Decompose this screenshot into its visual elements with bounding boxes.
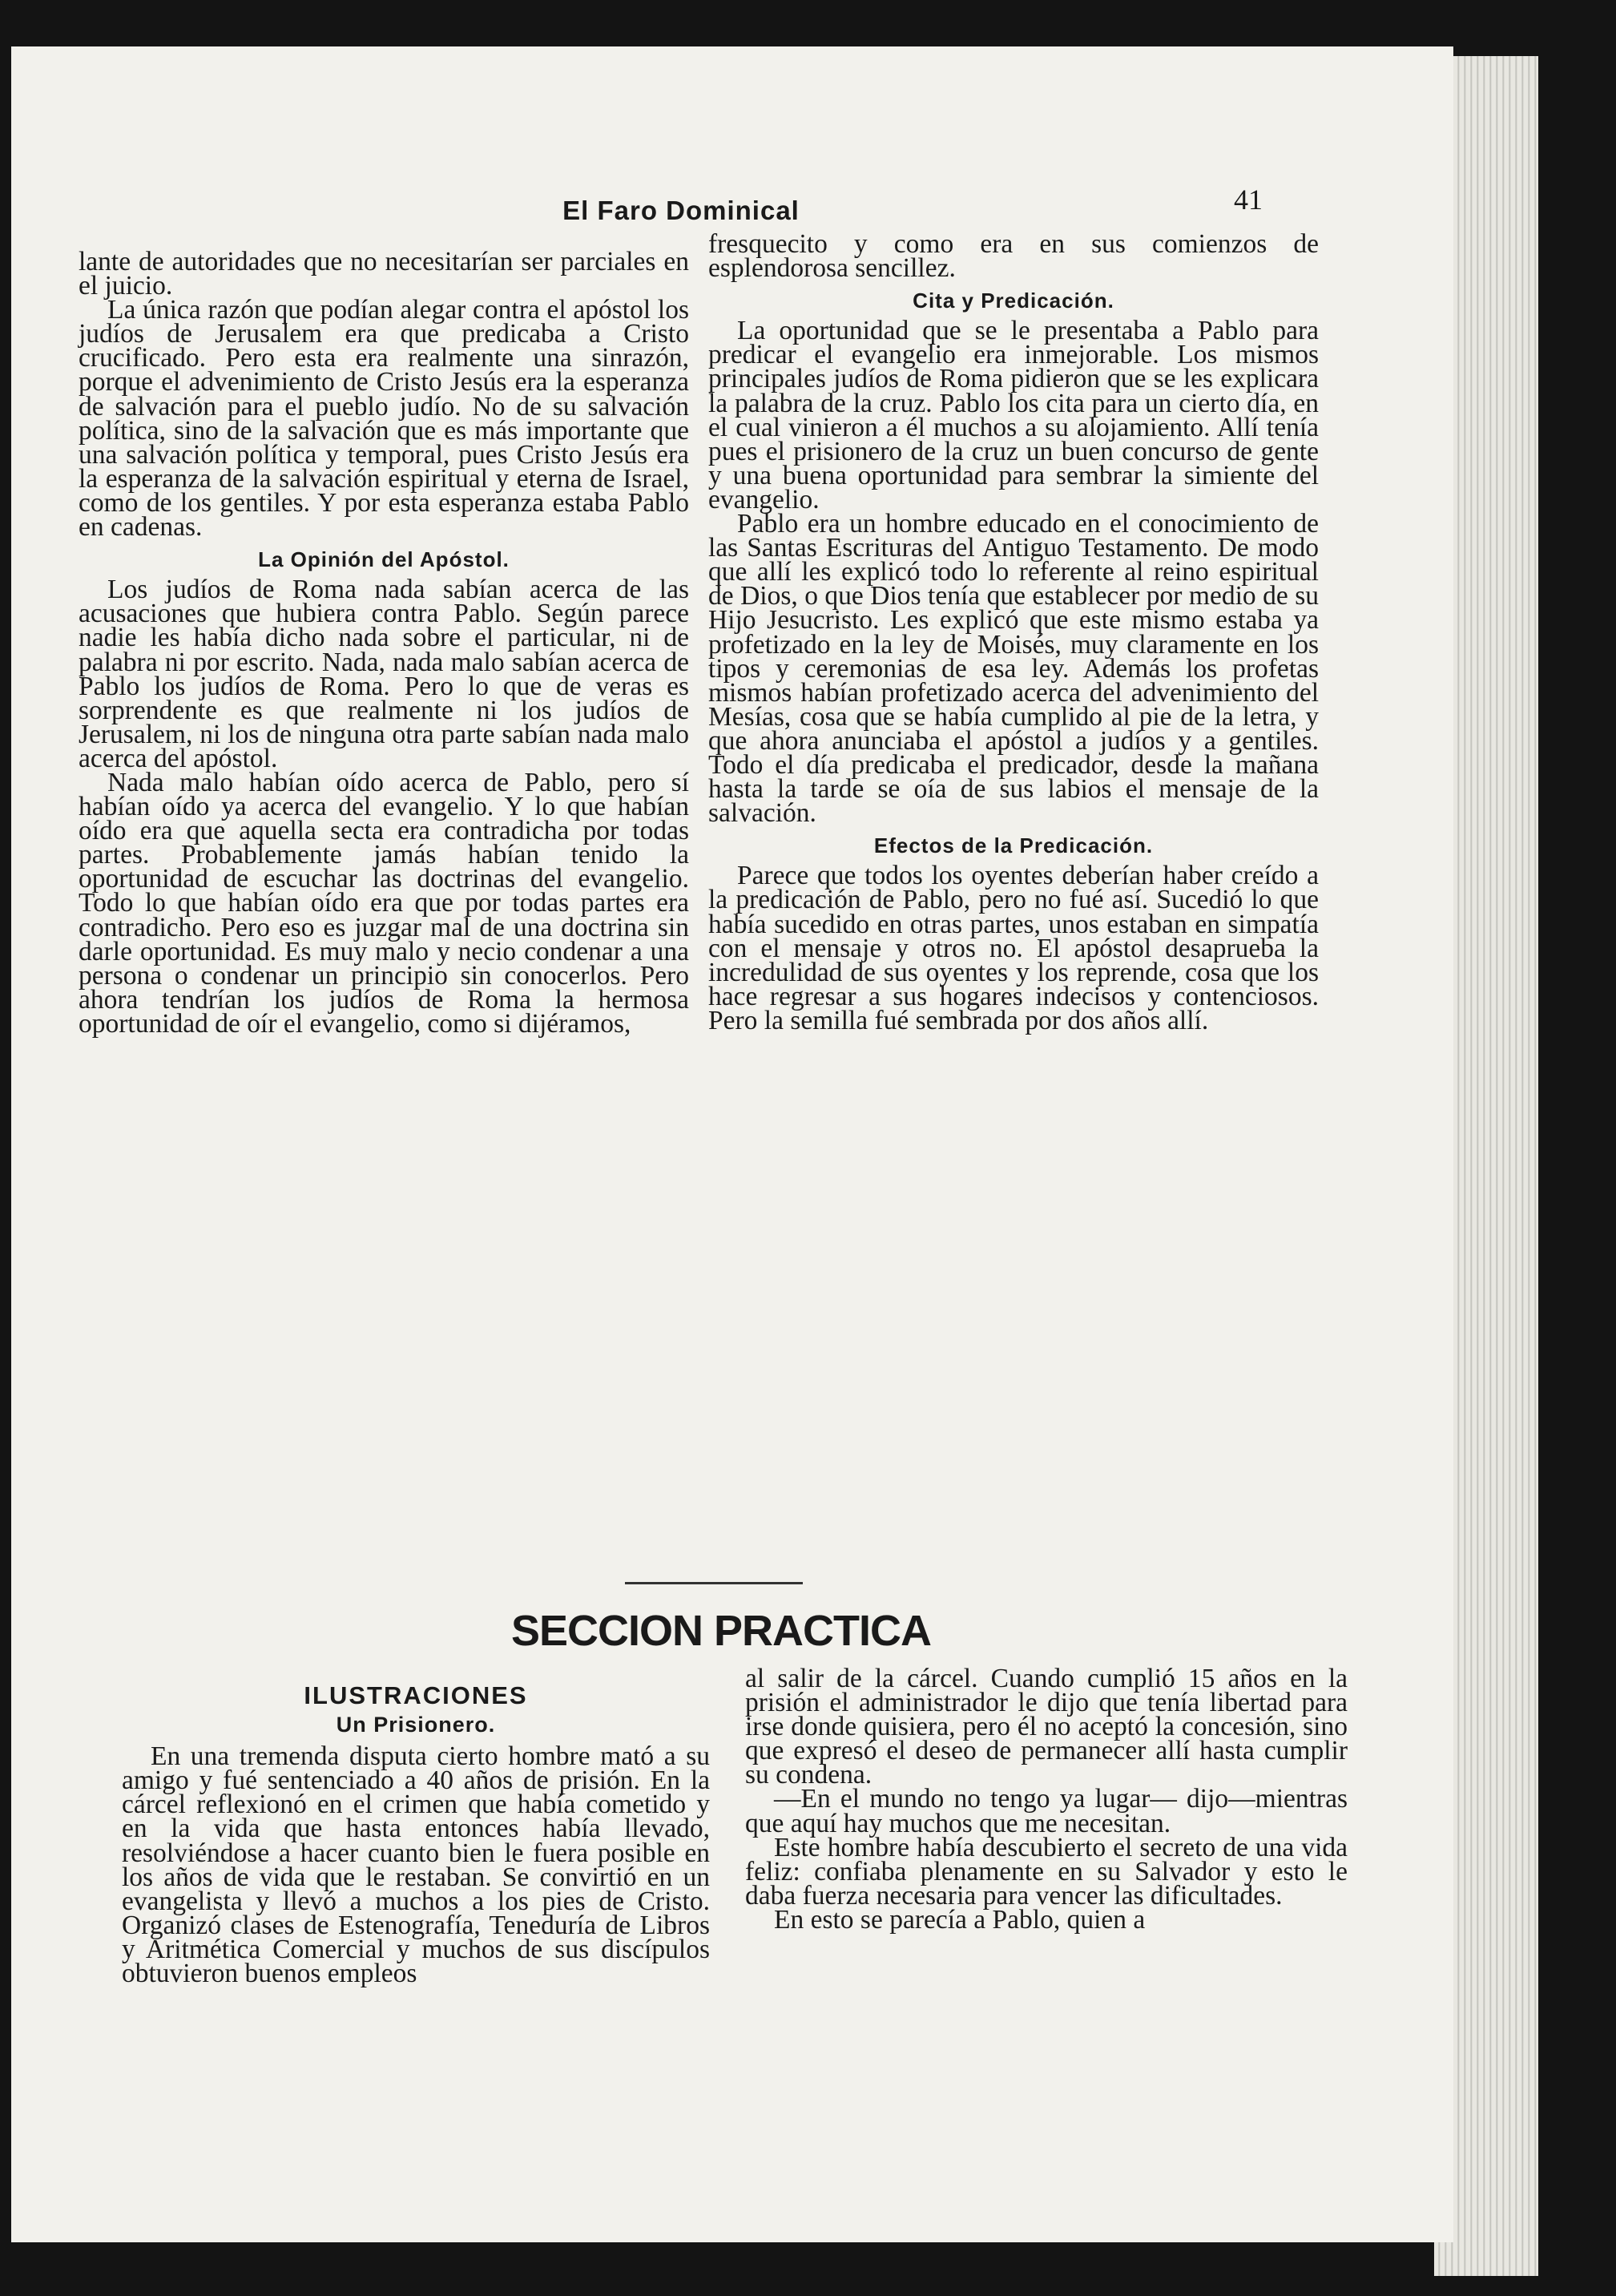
section-title: SECCION PRACTICA bbox=[510, 1607, 932, 1655]
section-subtitle: ILUSTRACIONES bbox=[304, 1681, 528, 1709]
paragraph: Parece que todos los oyentes deberían haber creído a la predicación de Pablo, pero no fué así. Sucedió lo que había sucedido en otras partes, unos estaban en simpatía con el mensaje y otros no. El apóstol desaprueba la incredulidad de sus oyentes y los reprende, cosa que los hace regresar a sus hogares indecisos y contenciosos. Pero la semilla fué sembrada por dos años allí. bbox=[708, 861, 1319, 1035]
paragraph: Este hombre había descubierto el secreto de una vida feliz: confiaba plenamente en su Salvador y esto le daba fuerza necesaria para vencer las dificultades. bbox=[745, 1832, 1348, 1911]
paragraph: En esto se parecía a Pablo, quien a bbox=[774, 1904, 1146, 1935]
paragraph: lante de autoridades que no necesitarían ser parciales en el juicio. bbox=[79, 247, 689, 301]
paragraph: La única razón que podían alegar contra el apóstol los judíos de Jerusalem era que predicaba a Cristo crucificado. Pero esta era realmente una sinrazón, porque el advenimiento de Cristo Jesús era la esperanza de salvación para el pueblo judío. No de su salvación política, sino de la salvación que es más importante que una salvación política y temporal, pues Cristo Jesús era la esperanza de la salvación espiritual y eterna de Israel, como de los gentiles. Y por esta esperanza estaba Pablo en cadenas. bbox=[79, 295, 689, 543]
paragraph: Nada malo habían oído acerca de Pablo, pero sí habían oído ya acerca del evangelio. Y lo que habían oído era que aquella secta era contradicha por todas partes. Probablemente jamás habían tenido la oportunidad de escuchar las doctrinas del evangelio. Todo lo que habían oído era que por todas partes era contradicho. Pero eso es juzgar mal de una doctrina sin darle oportunidad. Es muy malo y necio condenar a una persona o condenar un principio sin conocerlos. Pero ahora tendrían los judíos de Roma la hermosa oportunidad de oír el evangelio, como si dijéramos, bbox=[79, 767, 689, 1039]
article-column-left bbox=[79, 247, 689, 1039]
paragraph: fresquecito y como era en sus comienzos de esplendorosa sencillez. bbox=[708, 229, 1319, 284]
paragraph: Pablo era un hombre educado en el conocimiento de las Santas Escrituras del Antiguo Testamento. De modo que allí les explicó todo lo referente al reino espiritual de Dios, o que Dios tenía que establecer por medio de su Hijo Jesucristo. Les explicó que este mismo estaba ya profetizado en la ley de Moisés, muy claramente en los tipos y ceremonias de esa ley. Además los profetas mismos habían profetizado acerca del advenimiento del Mesías, cosa que se había cumplido al pie de la letra, y que ahora anunciaba el apóstol a judíos y a gentiles. Todo el día predicaba el predicador, desde la mañana hasta la tarde se oía de sus labios el mensaje de la salvación. bbox=[708, 509, 1319, 829]
paragraph: Los judíos de Roma nada sabían acerca de las acusaciones que hubiera contra Pablo. Según parece nadie les había dicho nada sobre el particular, ni de palabra ni por escrito. Nada, nada malo sabían acerca de Pablo los judíos de Roma. Pero lo que de veras es sorprendente es que realmente ni los judíos de Jerusalem, ni los de ninguna otra parte sabían nada malo acerca del apóstol. bbox=[79, 575, 689, 773]
section-divider bbox=[625, 1582, 803, 1584]
illustration-column-left bbox=[122, 1679, 710, 1989]
paragraph: En una tremenda disputa cierto hombre mató a su amigo y fué sentenciado a 40 años de prisión. En la cárcel reflexionó en el crimen que había cometido y en la vida que hasta entonces había llevado, resolviéndose a hacer cuanto bien le fuera posible en los años de vida que le restaban. Se convirtió en un evangelista y llevó a muchos a los pies de Cristo. Organizó clases de Estenografía, Teneduría de Libros y Aritmética Comercial y muchos de sus discípulos obtuvieron buenos empleos bbox=[122, 1741, 710, 1989]
subheading: Efectos de la Predicación. bbox=[873, 833, 1154, 858]
paragraph: La oportunidad que se le presentaba a Pablo para predicar el evangelio era inmejorable. Los mismos principales judíos de Roma pidieron que se les explicara la palabra de la cruz. Pablo los cita para un cierto día, en el cual vinieron a él muchos a su alojamiento. Allí tenía pues el prisionero de la cruz un buen concurso de gente y una buena oportunidad para sembrar la simiente del evangelio. bbox=[708, 316, 1319, 514]
paragraph: —En el mundo no tengo ya lugar— dijo—mientras que aquí hay muchos que me necesitan. bbox=[745, 1784, 1348, 1838]
subheading: La Opinión del Apóstol. bbox=[258, 547, 510, 572]
subheading: Cita y Predicación. bbox=[913, 289, 1114, 313]
article-column-right bbox=[708, 229, 1319, 1035]
page-number: 41 bbox=[1234, 184, 1263, 216]
story-title: Un Prisionero. bbox=[336, 1713, 496, 1737]
paragraph: al salir de la cárcel. Cuando cumplió 15 años en la prisión el administrador le dijo que tenía libertad para irse donde quisiera, pero él no aceptó la concesión, sino que expresó el deseo de permanecer allí hasta cumplir su condena. bbox=[745, 1664, 1348, 1790]
illustration-column-right bbox=[745, 1664, 1348, 1935]
running-head: El Faro Dominical bbox=[562, 196, 800, 225]
